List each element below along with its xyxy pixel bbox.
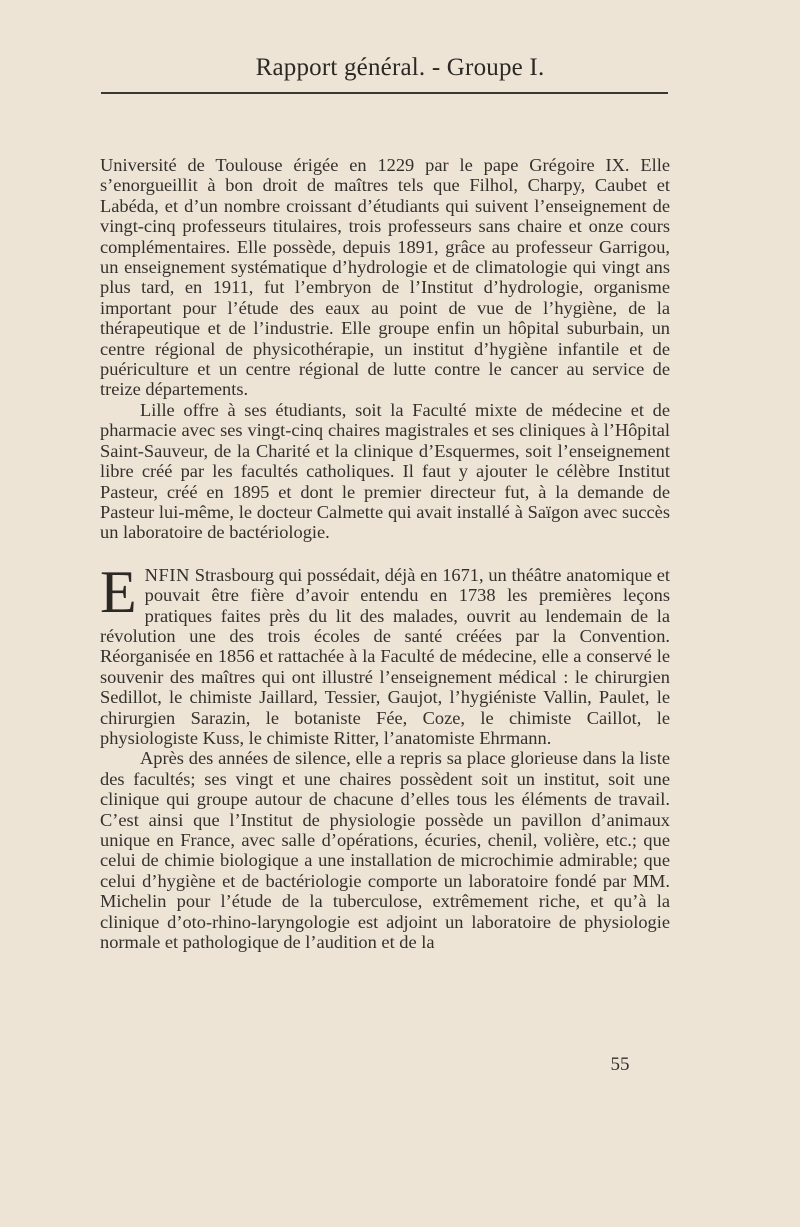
running-header: Rapport général. - Groupe I. [255, 54, 545, 81]
page-number: 55 [610, 1054, 630, 1075]
body-text [100, 155, 670, 952]
header-rule [101, 92, 668, 94]
paragraph-lille: Lille offre à ses étudiants, soit la Faculté mixte de médecine et de pharmacie avec ses vingt-cinq chaires magistrales et ses cliniques à l’Hôpital Saint-Sauveur, de la Charité et la clinique d’Esquermes, soit l’enseignement libre créé par les facultés catholiques. Il faut y ajouter le célèbre Institut Pasteur, créé en 1895 et dont le premier directeur fut, à la demande de Pasteur lui-même, le docteur Calmette qui avait installé à Saïgon avec succès un laboratoire de bactériologie. [100, 399, 670, 543]
paragraph-strasbourg-continued: Après des années de silence, elle a repris sa place glorieuse dans la liste des facultés; ses vingt et une chaires possèdent soit un institut, soit une clinique qui groupe autour de chacune d’elles tous les éléments de travail. C’est ainsi que l’Institut de physiologie possède un pavillon d’animaux unique en France, avec salle d’opérations, écuries, chenil, volière, etc.; que celui de chimie biologique a une installation de microchimie admirable; que celui d’hygiène et de bactériologie comporte un laboratoire fondé par MM. Michelin pour l’étude de la tuberculose, extrêmement riche, et qu’à la clinique d’oto-rhino-laryngologie est adjoint un laboratoire de physiologie normale et pathologique de l’audition et de la [100, 748, 670, 953]
paragraph-toulouse: Université de Toulouse érigée en 1229 par le pape Grégoire IX. Elle s’enorgueillit à bon droit de maîtres tels que Filhol, Charpy, Caubet et Labéda, et d’un nombre croissant d’étudiants qui suivent l’enseignement de vingt-cinq professeurs titulaires, trois professeurs sans chaire et onze cours complémentaires. Elle possède, depuis 1891, grâce au professeur Garrigou, un enseignement systématique d’hydrologie et de climatologie qui vingt ans plus tard, en 1911, fut l’embryon de l’Institut d’hydrologie, organisme important pour l’étude des eaux au point de vue de l’hygiène, de la thérapeutique et de l’industrie. Elle groupe enfin un hôpital suburbain, un centre régional de physicothérapie, un institut d’hygiène infantile et de puériculture et un centre régional de lutte contre le cancer au service de treize départements. [100, 155, 670, 400]
paragraph-strasbourg [100, 558, 670, 749]
paragraph-strasbourg-text: Strasbourg qui possédait, déjà en 1671, un théâtre anatomique et pouvait être fière d’avoir entendu en 1738 les premières leçons pratiques faites près du lit des malades, ouvrit au lendemain de la révolution une des trois écoles de santé créées par la Convention. Réorganisée en 1856 et rattachée à la Faculté de médecine, elle a conservé le souvenir des maîtres qui ont illustré l’enseignement médical : le chirurgien Sedillot, le chimiste Jaillard, Tessier, Gaujot, l’hygiéniste Vallin, Paulet, le chirurgien Sarazin, le botaniste Fée, Coze, le chimiste Caillot, le physiologiste Kuss, le chimiste Ritter, l’anatomiste Ehrmann. [100, 564, 670, 748]
drop-cap-letter: E [100, 558, 137, 625]
drop-cap-lead-word: NFIN [144, 564, 190, 585]
